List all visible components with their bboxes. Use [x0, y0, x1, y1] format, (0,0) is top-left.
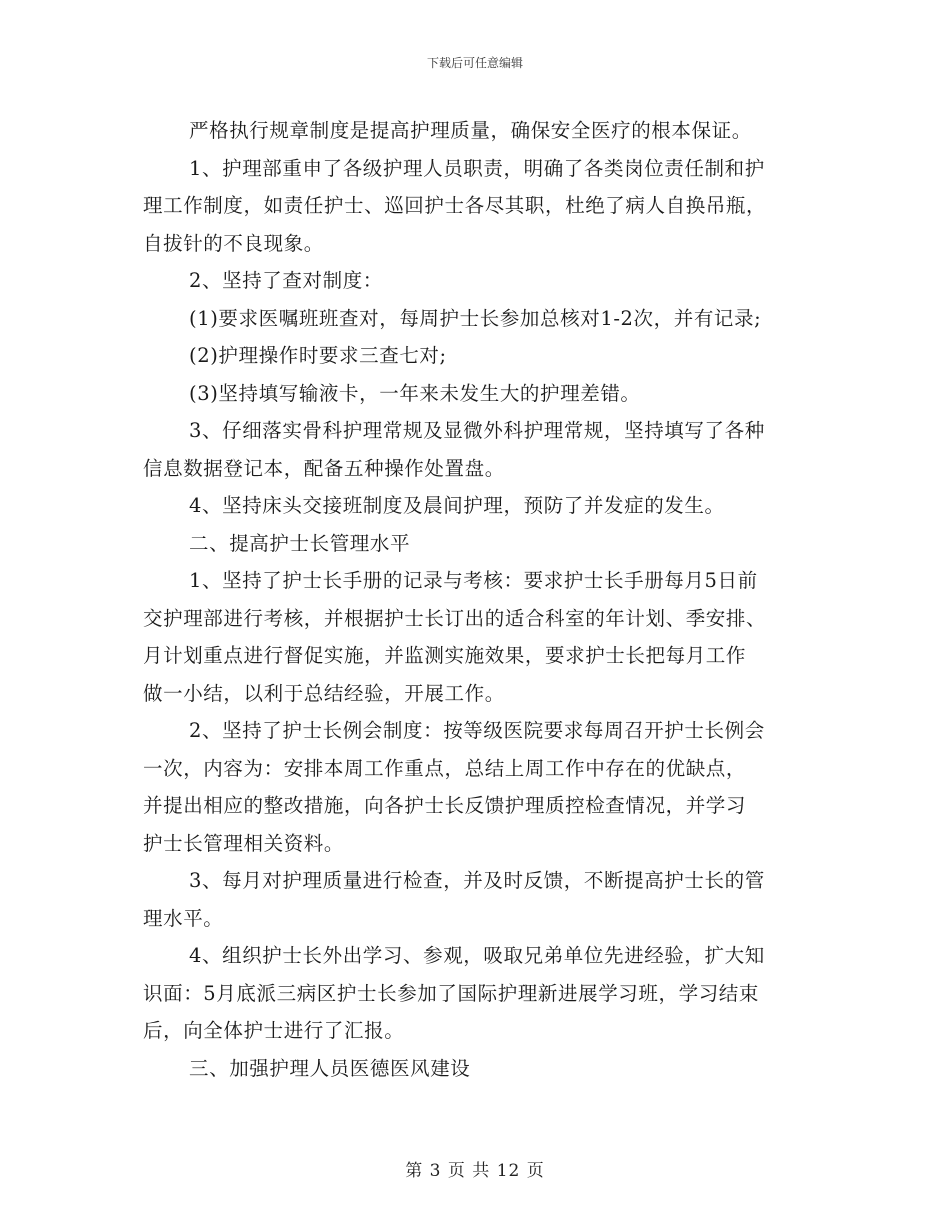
text-line: 一次，内容为：安排本周工作重点，总结上周工作中存在的优缺点，	[143, 756, 747, 780]
text-line: (2)护理操作时要求三查七对;	[189, 344, 447, 367]
page-footer: 第 3 页 共 12 页	[405, 1161, 545, 1181]
text-line: 并提出相应的整改措施，向各护士长反馈护理质控检查情况，并学习	[143, 794, 747, 817]
text-line: 4、组织护士长外出学习、参观，吸取兄弟单位先进经验，扩大知	[189, 944, 765, 967]
text-line: 自拔针的不良现象。	[143, 231, 324, 255]
text-line: 护士长管理相关资料。	[143, 831, 345, 855]
text-line: (3)坚持填写输液卡，一年来未发生大的护理差错。	[189, 381, 641, 405]
text-line: 4、坚持床头交接班制度及晨间护理，预防了并发症的发生。	[189, 494, 725, 517]
text-line: 理水平。	[143, 906, 224, 930]
text-line: 理工作制度，如责任护士、巡回护士各尽其职，杜绝了病人自换吊瓶，	[143, 194, 767, 217]
text-line: 3、每月对护理质量进行检查，并及时反馈，不断提高护士长的管	[189, 869, 765, 892]
text-line: 交护理部进行考核，并根据护士长订出的适合科室的年计划、季安排、	[143, 606, 767, 630]
text-line: 二、提高护士长管理水平	[189, 531, 411, 555]
text-line: 做一小结，以利于总结经验，开展工作。	[143, 681, 505, 705]
text-line: (1)要求医嘱班班查对，每周护士长参加总核对1-2次，并有记录;	[189, 306, 762, 330]
document-body	[143, 112, 813, 1087]
text-line: 严格执行规章制度是提高护理质量，确保安全医疗的根本保证。	[189, 119, 752, 142]
text-line: 三、加强护理人员医德医风建设	[189, 1056, 471, 1080]
text-line: 识面：5月底派三病区护士长参加了国际护理新进展学习班，学习结束	[143, 981, 760, 1005]
page-header: 下载后可任意编辑	[426, 56, 523, 70]
text-line: 月计划重点进行督促实施，并监测实施效果，要求护士长把每月工作	[143, 644, 747, 667]
text-line: 信息数据登记本，配备五种操作处置盘。	[143, 456, 505, 480]
text-line: 3、仔细落实骨科护理常规及显微外科护理常规，坚持填写了各种	[189, 419, 765, 442]
text-line: 1、坚持了护士长手册的记录与考核：要求护士长手册每月5日前	[189, 569, 758, 592]
text-line: 2、坚持了护士长例会制度：按等级医院要求每周召开护士长例会	[189, 719, 765, 742]
text-line: 2、坚持了查对制度：	[189, 269, 383, 292]
text-line: 1、护理部重申了各级护理人员职责，明确了各类岗位责任制和护	[189, 156, 765, 180]
text-line: 后，向全体护士进行了汇报。	[143, 1019, 405, 1042]
